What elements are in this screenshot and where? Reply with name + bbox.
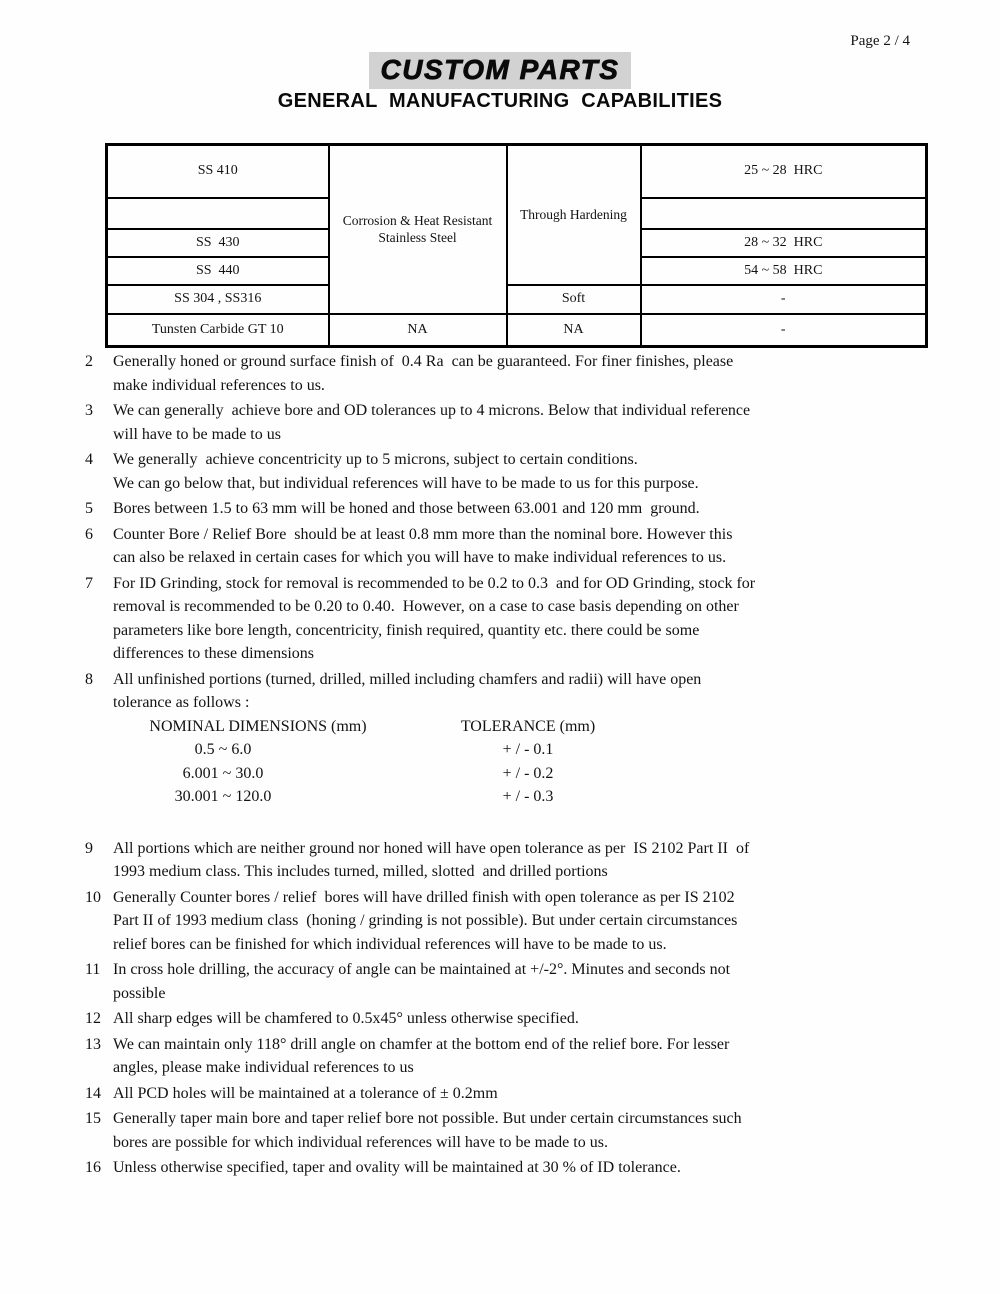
note-line: We can maintain only 118° drill angle on chamfer at the bottom end of the relief bore. For lesser <box>113 1035 730 1053</box>
note-text <box>113 958 945 1005</box>
capability-table <box>105 143 928 348</box>
note-line: Counter Bore / Relief Bore should be at least 0.8 mm more than the nominal bore. However this <box>113 525 733 543</box>
note-line: We can go below that, but individual references will have to be made to us for this purpose. <box>113 474 699 492</box>
hardening-cell: Through Hardening <box>507 145 641 285</box>
note-text <box>113 668 945 835</box>
note-text <box>113 350 945 397</box>
note-text <box>113 1007 945 1031</box>
note-line: For ID Grinding, stock for removal is recommended to be 0.2 to 0.3 and for OD Grinding, stock for <box>113 574 756 592</box>
note-number: 10 <box>85 888 101 906</box>
subtable-cell: 30.001 ~ 120.0 <box>174 788 272 805</box>
note-item-13 <box>85 1033 945 1080</box>
note-number: 11 <box>85 961 101 978</box>
note-line: bores are possible for which individual references will have to be made to us. <box>113 1133 608 1151</box>
title-band <box>0 52 1000 89</box>
material-cell: SS 304 , SS316 <box>107 285 329 314</box>
note-number: 12 <box>85 1010 101 1027</box>
note-text <box>113 572 945 666</box>
note-line: All sharp edges will be chamfered to 0.5x45° unless otherwise specified. <box>113 1010 579 1027</box>
subtable-cell: 0.5 ~ 6.0 <box>194 741 252 758</box>
note-text <box>113 1107 945 1154</box>
note-line: angles, please make individual references to us <box>113 1059 414 1076</box>
material-cell: Tunsten Carbide GT 10 <box>107 314 329 347</box>
subtable-cell: 6.001 ~ 30.0 <box>182 764 264 782</box>
notes-list <box>85 350 945 1182</box>
note-item-5 <box>85 497 945 521</box>
note-line: differences to these dimensions <box>113 645 314 662</box>
note-number: 14 <box>85 1084 101 1102</box>
note-line: possible <box>113 984 166 1002</box>
note-item-9 <box>85 837 945 884</box>
material-cell: SS 440 <box>107 257 329 285</box>
note-item-2 <box>85 350 945 397</box>
note-line: removal is recommended to be 0.20 to 0.40. However, on a case to case basis depending on other <box>113 598 739 615</box>
hardness-cell: 28 ~ 32 HRC <box>641 229 927 257</box>
hardness-cell: 25 ~ 28 HRC <box>641 145 927 198</box>
note-item-6 <box>85 523 945 570</box>
tolerance-subtable <box>113 715 945 809</box>
note-line: Generally taper main bore and taper relief bore not possible. But under certain circumstances such <box>113 1110 742 1127</box>
note-item-3 <box>85 399 945 446</box>
material-cell: SS 410 <box>107 145 329 198</box>
subtable-header-cell: TOLERANCE (mm) <box>460 717 596 735</box>
table-row <box>107 285 927 314</box>
material-cell <box>107 198 329 229</box>
material-type-na-cell: NA <box>329 314 507 347</box>
note-item-10 <box>85 886 945 957</box>
note-number: 5 <box>85 500 93 517</box>
note-item-4 <box>85 448 945 495</box>
note-text <box>113 837 945 884</box>
note-number: 13 <box>85 1035 101 1053</box>
subtable-row <box>113 738 945 762</box>
note-number: 2 <box>85 353 93 370</box>
note-text <box>113 523 945 570</box>
note-number: 3 <box>85 402 93 419</box>
note-text <box>113 886 945 957</box>
subtable-header-row <box>113 715 945 739</box>
note-text <box>113 1156 945 1180</box>
note-line: make individual references to us. <box>113 376 325 394</box>
subtable-cell: + / - 0.1 <box>502 741 554 758</box>
note-line: will have to be made to us <box>113 425 281 443</box>
note-line: relief bores can be finished for which individual references will have to be made to us. <box>113 935 667 953</box>
hardening-na-cell: NA <box>507 314 641 347</box>
note-item-15 <box>85 1107 945 1154</box>
note-line: In cross hole drilling, the accuracy of angle can be maintained at +/-2°. Minutes and seconds not <box>113 961 731 978</box>
note-line: All portions which are neither ground nor honed will have open tolerance as per IS 2102 Part II of <box>113 839 750 857</box>
note-item-14 <box>85 1082 945 1106</box>
note-line: All unfinished portions (turned, drilled, milled including chamfers and radii) will have open <box>113 670 702 688</box>
note-item-16 <box>85 1156 945 1180</box>
table-row <box>107 145 927 198</box>
note-item-11 <box>85 958 945 1005</box>
page-number: Page 2 / 4 <box>850 33 910 49</box>
note-line: parameters like bore length, concentricity, finish required, quantity etc. there could be some <box>113 621 700 639</box>
note-line: tolerance as follows : <box>113 694 250 711</box>
subtable-row <box>113 785 945 809</box>
note-number: 7 <box>85 574 93 592</box>
note-line: 1993 medium class. This includes turned, milled, slotted and drilled portions <box>113 863 608 880</box>
subtable-header-cell: NOMINAL DIMENSIONS (mm) <box>149 717 367 735</box>
hardness-cell: - <box>641 314 927 347</box>
note-text <box>113 1033 945 1080</box>
note-line: Unless otherwise specified, taper and ovality will be maintained at 30 % of ID tolerance. <box>113 1159 681 1176</box>
note-line: Generally Counter bores / relief bores will have drilled finish with open tolerance as per IS 2102 <box>113 888 735 906</box>
subtable-cell: + / - 0.2 <box>502 764 554 782</box>
page-subtitle: GENERAL MANUFACTURING CAPABILITIES <box>277 90 723 112</box>
note-line: Bores between 1.5 to 63 mm will be honed and those between 63.001 and 120 mm ground. <box>113 500 700 517</box>
hardness-cell: - <box>641 285 927 314</box>
note-text <box>113 1082 945 1106</box>
note-item-12 <box>85 1007 945 1031</box>
table-row <box>107 314 927 347</box>
note-line: Generally honed or ground surface finish of 0.4 Ra can be guaranteed. For finer finishes, please <box>113 353 734 370</box>
hardness-cell <box>641 198 927 229</box>
note-line: We can generally achieve bore and OD tolerances up to 4 microns. Below that individual reference <box>113 402 751 419</box>
hardness-cell: 54 ~ 58 HRC <box>641 257 927 285</box>
note-line: can also be relaxed in certain cases for which you will have to make individual references to us. <box>113 549 727 566</box>
material-cell: SS 430 <box>107 229 329 257</box>
note-number: 16 <box>85 1159 101 1176</box>
note-number: 4 <box>85 451 93 468</box>
note-text <box>113 399 945 446</box>
hardening-soft-cell: Soft <box>507 285 641 314</box>
page-title: CUSTOM PARTS <box>369 52 632 89</box>
note-text <box>113 497 945 521</box>
material-type-cell: Corrosion & Heat Resistant Stainless Steel <box>329 145 507 314</box>
note-number: 8 <box>85 670 93 688</box>
subtable-row <box>113 762 945 786</box>
note-number: 15 <box>85 1110 101 1127</box>
note-item-7 <box>85 572 945 666</box>
note-line: Part II of 1993 medium class (honing / grinding is not possible). But under certain circumstances <box>113 912 738 929</box>
note-line: All PCD holes will be maintained at a tolerance of ± 0.2mm <box>113 1084 498 1102</box>
note-number: 6 <box>85 525 93 543</box>
note-line: We generally achieve concentricity up to 5 microns, subject to certain conditions. <box>113 451 638 468</box>
subtable-cell: + / - 0.3 <box>502 788 554 805</box>
note-number: 9 <box>85 839 93 857</box>
note-text <box>113 448 945 495</box>
note-item-8 <box>85 668 945 835</box>
